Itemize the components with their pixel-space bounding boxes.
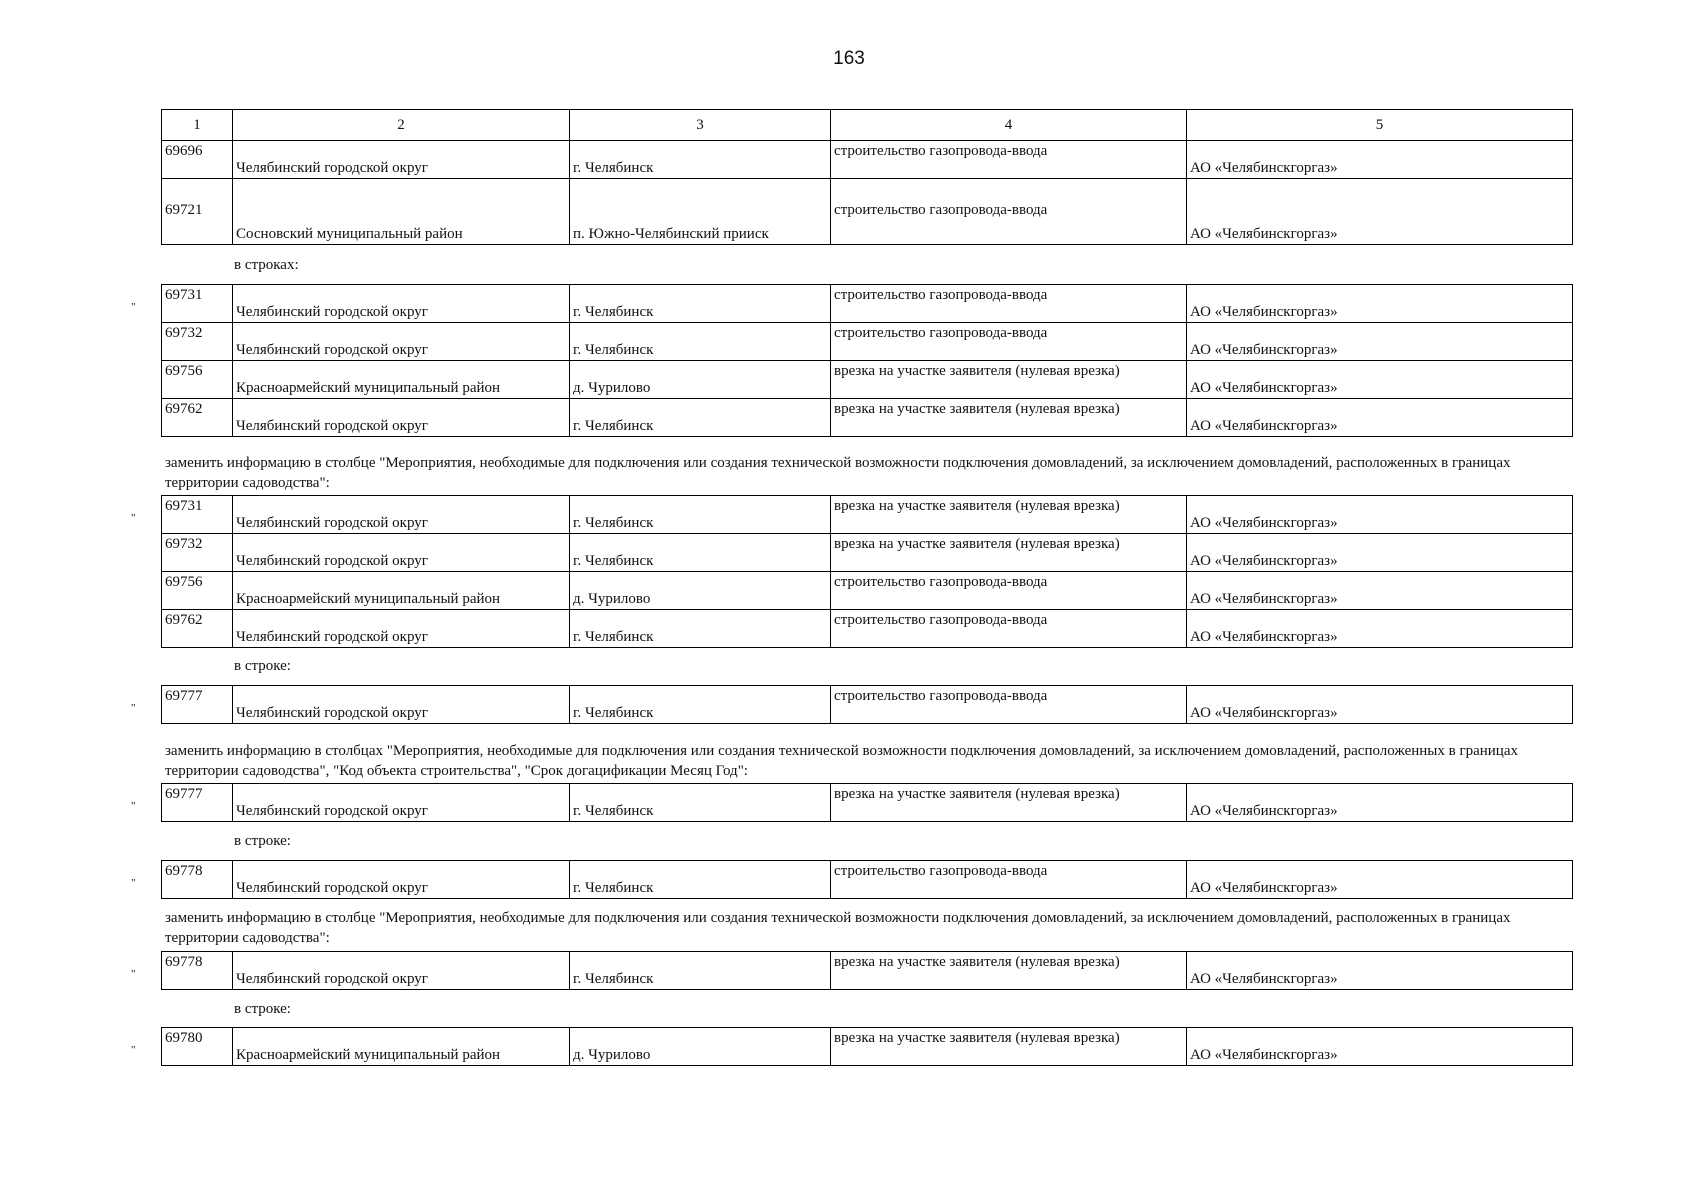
row-locality: г. Челябинск (570, 399, 831, 437)
row-org: АО «Челябинскгоргаз» (1187, 686, 1573, 724)
row-activity: строительство газопровода-ввода (831, 285, 1187, 323)
header-col-2: 2 (233, 110, 570, 141)
row-locality: д. Чурилово (570, 572, 831, 610)
instruction-replace-columns: заменить информацию в столбцах "Мероприятия, необходимые для подключения или создания технической возможности подключения домовладений, за исключением домовладений, расположенных в границах территории садоводства", "Код объекта строительства", "Срок догацификации Месяц Год": (165, 743, 1518, 779)
instruction-replace-column: заменить информацию в столбце "Мероприятия, необходимые для подключения или создания технической возможности подключения домовладений, за исключением домовладений, расположенных в границах территории садоводства": (165, 455, 1511, 491)
row-id: 69732 (162, 323, 233, 361)
quote-mark: " (131, 301, 136, 313)
row-org: АО «Челябинскгоргаз» (1187, 534, 1573, 572)
row-id: 69777 (162, 686, 233, 724)
table-row (162, 534, 1573, 572)
row-id: 69731 (162, 496, 233, 534)
quote-mark: " (131, 800, 136, 812)
table-row (162, 141, 1573, 179)
row-locality: г. Челябинск (570, 686, 831, 724)
row-activity: строительство газопровода-ввода (831, 572, 1187, 610)
row-id: 69762 (162, 610, 233, 648)
table-row (162, 784, 1573, 822)
row-district: Челябинский городской округ (233, 861, 570, 899)
row-locality: г. Челябинск (570, 784, 831, 822)
row-locality: г. Челябинск (570, 141, 831, 179)
quote-mark: " (131, 968, 136, 980)
quote-mark: " (131, 1044, 136, 1056)
table-row (162, 686, 1573, 724)
row-district: Челябинский городской округ (233, 323, 570, 361)
quote-mark: " (131, 702, 136, 714)
row-org: АО «Челябинскгоргаз» (1187, 610, 1573, 648)
row-org: АО «Челябинскгоргаз» (1187, 784, 1573, 822)
row-district: Красноармейский муниципальный район (233, 361, 570, 399)
row-org: АО «Челябинскгоргаз» (1187, 861, 1573, 899)
row-district: Челябинский городской округ (233, 141, 570, 179)
row-org: АО «Челябинскгоргаз» (1187, 141, 1573, 179)
row-activity: строительство газопровода-ввода (831, 861, 1187, 899)
row-district: Сосновский муниципальный район (233, 179, 570, 245)
page-number: 163 (833, 48, 865, 69)
row-id: 69696 (162, 141, 233, 179)
table-old-row-69778 (161, 860, 1573, 899)
row-id: 69756 (162, 572, 233, 610)
row-district: Челябинский городской округ (233, 496, 570, 534)
table-row (162, 1028, 1573, 1066)
row-district: Челябинский городской округ (233, 686, 570, 724)
table-row (162, 952, 1573, 990)
row-org: АО «Челябинскгоргаз» (1187, 496, 1573, 534)
table-row (162, 361, 1573, 399)
table-row (162, 399, 1573, 437)
row-district: Челябинский городской округ (233, 952, 570, 990)
table-row (162, 496, 1573, 534)
row-district: Красноармейский муниципальный район (233, 1028, 570, 1066)
row-org: АО «Челябинскгоргаз» (1187, 399, 1573, 437)
header-col-3: 3 (570, 110, 831, 141)
row-locality: г. Челябинск (570, 610, 831, 648)
row-locality: г. Челябинск (570, 534, 831, 572)
row-activity: строительство газопровода-ввода (831, 141, 1187, 179)
header-col-1: 1 (162, 110, 233, 141)
table-old-row-69777 (161, 685, 1573, 724)
row-org: АО «Челябинскгоргаз» (1187, 285, 1573, 323)
row-id: 69762 (162, 399, 233, 437)
row-district: Челябинский городской округ (233, 534, 570, 572)
row-locality: г. Челябинск (570, 861, 831, 899)
table-row (162, 861, 1573, 899)
header-col-4: 4 (831, 110, 1187, 141)
table-row (162, 572, 1573, 610)
row-org: АО «Челябинскгоргаз» (1187, 323, 1573, 361)
quote-mark: " (131, 512, 136, 524)
row-org: АО «Челябинскгоргаз» (1187, 572, 1573, 610)
row-activity: врезка на участке заявителя (нулевая врезка) (831, 1028, 1187, 1066)
table-row (162, 179, 1573, 245)
row-activity: врезка на участке заявителя (нулевая врезка) (831, 784, 1187, 822)
quote-mark: " (131, 877, 136, 889)
table-header-row (162, 110, 1573, 141)
caption-in-row: в строке: (234, 1001, 291, 1017)
row-locality: г. Челябинск (570, 496, 831, 534)
table-row (162, 323, 1573, 361)
row-id: 69732 (162, 534, 233, 572)
table-row-69780 (161, 1027, 1573, 1066)
instruction-replace-column: заменить информацию в столбце "Мероприятия, необходимые для подключения или создания технической возможности подключения домовладений, за исключением домовладений, расположенных в границах территории садоводства": (165, 910, 1511, 946)
row-district: Челябинский городской округ (233, 285, 570, 323)
caption-in-row: в строке: (234, 658, 291, 674)
table-old-rows (161, 284, 1573, 437)
row-org: АО «Челябинскгоргаз» (1187, 179, 1573, 245)
table-new-row-69778 (161, 951, 1573, 990)
row-locality: д. Чурилово (570, 1028, 831, 1066)
table-header-block (161, 109, 1573, 245)
row-id: 69778 (162, 861, 233, 899)
table-new-row-69777 (161, 783, 1573, 822)
row-district: Челябинский городской округ (233, 610, 570, 648)
row-id: 69731 (162, 285, 233, 323)
row-district: Красноармейский муниципальный район (233, 572, 570, 610)
caption-in-rows: в строках: (234, 257, 299, 273)
header-col-5: 5 (1187, 110, 1573, 141)
row-locality: г. Челябинск (570, 285, 831, 323)
row-activity: строительство газопровода-ввода (831, 686, 1187, 724)
row-activity: врезка на участке заявителя (нулевая врезка) (831, 361, 1187, 399)
row-activity: строительство газопровода-ввода (831, 179, 1187, 245)
table-row (162, 285, 1573, 323)
caption-in-row: в строке: (234, 833, 291, 849)
row-district: Челябинский городской округ (233, 399, 570, 437)
row-locality: г. Челябинск (570, 323, 831, 361)
row-activity: строительство газопровода-ввода (831, 323, 1187, 361)
row-id: 69778 (162, 952, 233, 990)
row-org: АО «Челябинскгоргаз» (1187, 361, 1573, 399)
row-id: 69780 (162, 1028, 233, 1066)
row-activity: врезка на участке заявителя (нулевая врезка) (831, 952, 1187, 990)
row-activity: врезка на участке заявителя (нулевая врезка) (831, 496, 1187, 534)
row-id: 69756 (162, 361, 233, 399)
row-org: АО «Челябинскгоргаз» (1187, 1028, 1573, 1066)
row-locality: п. Южно-Челябинский прииск (570, 179, 831, 245)
row-locality: г. Челябинск (570, 952, 831, 990)
row-id: 69777 (162, 784, 233, 822)
row-id: 69721 (162, 179, 233, 245)
row-activity: врезка на участке заявителя (нулевая врезка) (831, 399, 1187, 437)
table-new-rows (161, 495, 1573, 648)
row-district: Челябинский городской округ (233, 784, 570, 822)
row-org: АО «Челябинскгоргаз» (1187, 952, 1573, 990)
table-row (162, 610, 1573, 648)
row-activity: строительство газопровода-ввода (831, 610, 1187, 648)
row-locality: д. Чурилово (570, 361, 831, 399)
row-activity: врезка на участке заявителя (нулевая врезка) (831, 534, 1187, 572)
